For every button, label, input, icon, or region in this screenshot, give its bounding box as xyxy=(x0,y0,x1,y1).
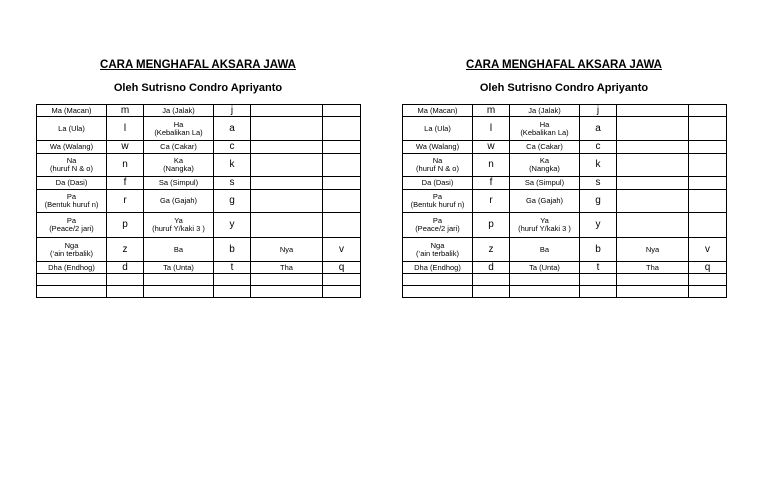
cell-text: y xyxy=(229,219,235,230)
latin-letter-cell xyxy=(689,141,727,154)
aksara-name-cell xyxy=(510,262,580,274)
cell-text-second-line: (Bentuk huruf n) xyxy=(44,200,99,209)
cell-text: La (Ula) xyxy=(58,123,85,133)
cell-text: Ga (Gajah) xyxy=(159,196,198,205)
latin-letter-cell xyxy=(214,117,251,141)
cell-text: s xyxy=(595,177,601,188)
aksara-name-cell xyxy=(251,105,323,117)
cell-text: Tha xyxy=(646,262,659,272)
latin-letter-cell xyxy=(323,105,361,117)
worksheet-title: CARA MENGHAFAL AKSARA JAWA xyxy=(466,59,662,71)
latin-letter-cell xyxy=(689,190,727,213)
cell-text: k xyxy=(595,159,601,170)
cell-text: d xyxy=(488,261,494,273)
aksara-name-cell xyxy=(617,117,689,141)
aksara-name-cell xyxy=(37,238,107,262)
latin-letter-cell xyxy=(323,141,361,154)
latin-letter-cell xyxy=(580,177,617,190)
aksara-name-cell xyxy=(617,213,689,238)
cell-text-second-line: (Nangka) xyxy=(163,164,194,173)
aksara-name-cell xyxy=(37,154,107,177)
latin-letter-cell xyxy=(580,141,617,154)
cell-text: Ta (Unta) xyxy=(529,262,560,272)
aksara-name-cell xyxy=(617,190,689,213)
latin-letter-cell xyxy=(107,262,144,274)
cell-text: Na xyxy=(432,156,443,165)
table-row xyxy=(403,213,727,238)
aksara-name-cell xyxy=(403,117,473,141)
latin-letter-cell xyxy=(473,262,510,274)
latin-letter-cell xyxy=(214,274,251,286)
aksara-name-cell xyxy=(617,262,689,274)
cell-text: q xyxy=(704,261,711,273)
aksara-name-cell xyxy=(403,286,473,298)
table-row xyxy=(403,238,727,262)
cell-text: Pa xyxy=(432,192,443,201)
latin-letter-cell xyxy=(580,274,617,286)
table-row xyxy=(403,117,727,141)
cell-text: f xyxy=(123,177,127,188)
cell-text: Dha (Endhog) xyxy=(48,262,95,272)
latin-letter-cell xyxy=(689,262,727,274)
table-row xyxy=(403,262,727,274)
aksara-name-cell xyxy=(144,190,214,213)
aksara-name-cell xyxy=(144,286,214,298)
table-row xyxy=(403,190,727,213)
latin-letter-cell xyxy=(580,262,617,274)
latin-letter-cell xyxy=(580,154,617,177)
latin-letter-cell xyxy=(689,177,727,190)
aksara-name-cell xyxy=(37,177,107,190)
table-row xyxy=(37,190,361,213)
cell-text: Sa (Simpul) xyxy=(158,178,199,187)
aksara-name-cell xyxy=(510,141,580,154)
cell-text: z xyxy=(122,243,128,255)
latin-letter-cell xyxy=(473,105,510,117)
aksara-name-cell xyxy=(144,238,214,262)
aksara-name-cell xyxy=(37,190,107,213)
cell-text: Ha xyxy=(173,119,184,129)
latin-letter-cell xyxy=(107,105,144,117)
aksara-name-cell xyxy=(510,154,580,177)
cell-text-second-line: (Peace/2 jari) xyxy=(49,224,94,233)
aksara-name-cell xyxy=(144,274,214,286)
latin-letter-cell xyxy=(473,117,510,141)
cell-text: Ga (Gajah) xyxy=(525,196,564,205)
cell-text-second-line: (Kebalikan La) xyxy=(154,127,203,137)
latin-letter-cell xyxy=(214,286,251,298)
aksara-name-cell xyxy=(403,154,473,177)
cell-text: Nga xyxy=(64,240,79,250)
cell-text: Ba xyxy=(539,244,550,254)
latin-letter-cell xyxy=(214,105,251,117)
cell-text: Ka xyxy=(173,156,184,165)
latin-letter-cell xyxy=(214,213,251,238)
cell-text: Sa (Simpul) xyxy=(524,178,565,187)
aksara-name-cell xyxy=(510,105,580,117)
cell-text: La (Ula) xyxy=(424,123,451,133)
table-row xyxy=(403,154,727,177)
cell-text: p xyxy=(488,219,494,230)
latin-letter-cell xyxy=(580,105,617,117)
aksara-name-cell xyxy=(403,177,473,190)
aksara-name-cell xyxy=(617,105,689,117)
cell-text: a xyxy=(595,122,601,134)
cell-text: Nga xyxy=(430,240,445,250)
cell-text: n xyxy=(488,159,494,170)
table-row xyxy=(403,141,727,154)
cell-text-second-line: (‘ain terbalik) xyxy=(416,248,459,258)
cell-text: Ja (Jalak) xyxy=(162,105,195,115)
cell-text: Nya xyxy=(279,244,294,254)
aksara-name-cell xyxy=(251,177,323,190)
table-row xyxy=(37,141,361,154)
cell-text: c xyxy=(229,141,235,152)
cell-text: q xyxy=(338,261,345,273)
cell-text-second-line: (Kebalikan La) xyxy=(520,127,569,137)
aksara-name-cell xyxy=(617,154,689,177)
latin-letter-cell xyxy=(473,213,510,238)
aksara-name-cell xyxy=(617,177,689,190)
aksara-name-cell xyxy=(251,213,323,238)
table-row xyxy=(37,262,361,274)
latin-letter-cell xyxy=(580,117,617,141)
aksara-name-cell xyxy=(251,274,323,286)
latin-letter-cell xyxy=(473,286,510,298)
cell-text: Pa xyxy=(66,216,77,225)
latin-letter-cell xyxy=(473,141,510,154)
latin-letter-cell xyxy=(214,177,251,190)
cell-text: Ha xyxy=(539,119,550,129)
cell-text: t xyxy=(596,261,600,273)
latin-letter-cell xyxy=(689,105,727,117)
cell-text-second-line: (huruf N & o) xyxy=(50,164,93,173)
cell-text: g xyxy=(229,195,235,206)
cell-text: a xyxy=(229,122,235,134)
table-row xyxy=(37,274,361,286)
aksara-name-cell xyxy=(617,141,689,154)
cell-text: c xyxy=(595,141,601,152)
cell-text: Pa xyxy=(432,216,443,225)
latin-letter-cell xyxy=(323,262,361,274)
latin-letter-cell xyxy=(107,286,144,298)
aksara-table xyxy=(402,104,727,298)
aksara-name-cell xyxy=(403,262,473,274)
cell-text: m xyxy=(120,104,130,116)
aksara-name-cell xyxy=(37,262,107,274)
cell-text: g xyxy=(595,195,601,206)
aksara-name-cell xyxy=(510,274,580,286)
latin-letter-cell xyxy=(323,213,361,238)
latin-letter-cell xyxy=(473,154,510,177)
cell-text: w xyxy=(121,141,129,152)
table-row xyxy=(37,286,361,298)
cell-text: n xyxy=(122,159,128,170)
table-row xyxy=(37,154,361,177)
cell-text: m xyxy=(486,104,496,116)
aksara-name-cell xyxy=(510,213,580,238)
latin-letter-cell xyxy=(689,274,727,286)
cell-text: Ma (Macan) xyxy=(51,105,92,115)
latin-letter-cell xyxy=(689,213,727,238)
worksheet-author: Oleh Sutrisno Condro Apriyanto xyxy=(113,82,283,94)
cell-text: Wa (Walang) xyxy=(49,142,94,151)
latin-letter-cell xyxy=(580,190,617,213)
aksara-table xyxy=(36,104,361,298)
latin-letter-cell xyxy=(107,177,144,190)
cell-text: j xyxy=(230,104,234,116)
aksara-name-cell xyxy=(144,117,214,141)
cell-text-second-line: (‘ain terbalik) xyxy=(50,248,93,258)
cell-text-second-line: (huruf N & o) xyxy=(416,164,459,173)
latin-letter-cell xyxy=(323,238,361,262)
latin-letter-cell xyxy=(214,190,251,213)
aksara-name-cell xyxy=(37,286,107,298)
aksara-name-cell xyxy=(251,154,323,177)
cell-text: Ya xyxy=(174,216,183,225)
aksara-name-cell xyxy=(510,238,580,262)
latin-letter-cell xyxy=(323,154,361,177)
cell-text: Ka xyxy=(539,156,550,165)
latin-letter-cell xyxy=(580,213,617,238)
aksara-name-cell xyxy=(403,190,473,213)
latin-letter-cell xyxy=(473,190,510,213)
latin-letter-cell xyxy=(107,274,144,286)
aksara-name-cell xyxy=(251,286,323,298)
latin-letter-cell xyxy=(473,238,510,262)
latin-letter-cell xyxy=(107,154,144,177)
worksheet-author: Oleh Sutrisno Condro Apriyanto xyxy=(479,82,649,94)
cell-text: y xyxy=(595,219,601,230)
aksara-name-cell xyxy=(251,262,323,274)
aksara-name-cell xyxy=(37,141,107,154)
aksara-name-cell xyxy=(617,238,689,262)
latin-letter-cell xyxy=(323,117,361,141)
latin-letter-cell xyxy=(473,274,510,286)
cell-text: Nya xyxy=(645,244,660,254)
aksara-name-cell xyxy=(617,286,689,298)
aksara-name-cell xyxy=(510,286,580,298)
cell-text: Wa (Walang) xyxy=(415,142,460,151)
table-row xyxy=(403,177,727,190)
aksara-name-cell xyxy=(144,154,214,177)
cell-text: Tha xyxy=(280,262,293,272)
table-row xyxy=(403,286,727,298)
table-row xyxy=(37,213,361,238)
cell-text: k xyxy=(229,159,235,170)
aksara-name-cell xyxy=(617,274,689,286)
latin-letter-cell xyxy=(107,238,144,262)
aksara-name-cell xyxy=(37,213,107,238)
cell-text: s xyxy=(229,177,235,188)
latin-letter-cell xyxy=(323,177,361,190)
cell-text-second-line: (Peace/2 jari) xyxy=(415,224,460,233)
cell-text: p xyxy=(122,219,128,230)
aksara-name-cell xyxy=(37,117,107,141)
cell-text-second-line: (Bentuk huruf n) xyxy=(410,200,465,209)
latin-letter-cell xyxy=(214,141,251,154)
cell-text: Ya xyxy=(540,216,549,225)
cell-text-second-line: (huruf Y/kaki 3 ) xyxy=(152,224,205,233)
latin-letter-cell xyxy=(580,238,617,262)
table-row xyxy=(37,117,361,141)
worksheet-title: CARA MENGHAFAL AKSARA JAWA xyxy=(100,59,296,71)
latin-letter-cell xyxy=(689,117,727,141)
cell-text: t xyxy=(230,261,234,273)
aksara-name-cell xyxy=(403,141,473,154)
aksara-name-cell xyxy=(144,262,214,274)
cell-text: l xyxy=(123,122,127,134)
cell-text: r xyxy=(123,195,127,206)
aksara-name-cell xyxy=(251,141,323,154)
latin-letter-cell xyxy=(323,286,361,298)
cell-text: d xyxy=(122,261,128,273)
cell-text: b xyxy=(595,243,601,255)
aksara-name-cell xyxy=(251,238,323,262)
latin-letter-cell xyxy=(107,213,144,238)
cell-text: l xyxy=(489,122,493,134)
latin-letter-cell xyxy=(323,190,361,213)
table-row xyxy=(403,274,727,286)
cell-text: v xyxy=(339,243,344,255)
aksara-name-cell xyxy=(37,105,107,117)
aksara-name-cell xyxy=(144,213,214,238)
cell-text-second-line: (huruf Y/kaki 3 ) xyxy=(518,224,571,233)
aksara-name-cell xyxy=(251,117,323,141)
latin-letter-cell xyxy=(689,238,727,262)
cell-text: Ma (Macan) xyxy=(417,105,458,115)
latin-letter-cell xyxy=(107,141,144,154)
aksara-name-cell xyxy=(510,117,580,141)
aksara-name-cell xyxy=(403,213,473,238)
cell-text: r xyxy=(489,195,493,206)
latin-letter-cell xyxy=(214,262,251,274)
latin-letter-cell xyxy=(107,190,144,213)
table-row xyxy=(37,238,361,262)
latin-letter-cell xyxy=(689,286,727,298)
cell-text: f xyxy=(489,177,493,188)
cell-text: Ca (Cakar) xyxy=(160,142,197,151)
cell-text: z xyxy=(488,243,494,255)
cell-text: Ta (Unta) xyxy=(163,262,194,272)
cell-text: b xyxy=(229,243,235,255)
aksara-name-cell xyxy=(144,105,214,117)
cell-text: Ca (Cakar) xyxy=(526,142,563,151)
latin-letter-cell xyxy=(473,177,510,190)
table-row xyxy=(403,105,727,117)
cell-text: Dha (Endhog) xyxy=(414,262,461,272)
aksara-name-cell xyxy=(510,190,580,213)
aksara-name-cell xyxy=(403,105,473,117)
latin-letter-cell xyxy=(214,154,251,177)
cell-text: Na xyxy=(66,156,77,165)
aksara-name-cell xyxy=(403,238,473,262)
cell-text: Ja (Jalak) xyxy=(528,105,561,115)
cell-text: j xyxy=(596,104,600,116)
aksara-name-cell xyxy=(144,141,214,154)
latin-letter-cell xyxy=(214,238,251,262)
aksara-name-cell xyxy=(37,274,107,286)
aksara-name-cell xyxy=(403,274,473,286)
latin-letter-cell xyxy=(580,286,617,298)
cell-text: Ba xyxy=(173,244,184,254)
cell-text: Da (Dasi) xyxy=(55,178,88,187)
latin-letter-cell xyxy=(689,154,727,177)
aksara-name-cell xyxy=(510,177,580,190)
latin-letter-cell xyxy=(323,274,361,286)
cell-text: w xyxy=(487,141,495,152)
cell-text: v xyxy=(705,243,710,255)
cell-text-second-line: (Nangka) xyxy=(529,164,560,173)
cell-text: Pa xyxy=(66,192,77,201)
aksara-name-cell xyxy=(251,190,323,213)
table-row xyxy=(37,105,361,117)
cell-text: Da (Dasi) xyxy=(421,178,454,187)
table-row xyxy=(37,177,361,190)
aksara-name-cell xyxy=(144,177,214,190)
latin-letter-cell xyxy=(107,117,144,141)
